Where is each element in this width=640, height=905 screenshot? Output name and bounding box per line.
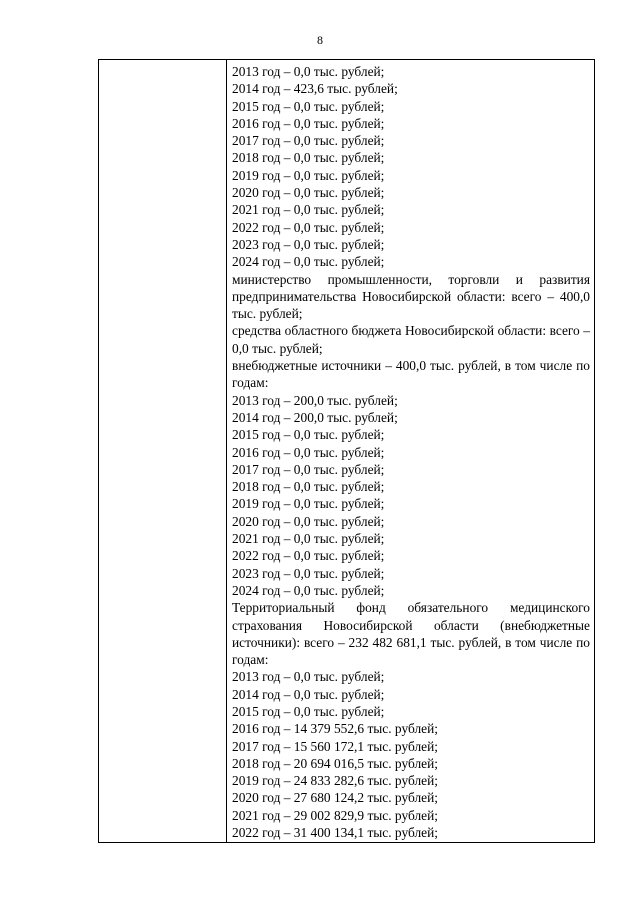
ministry-paragraph: министерство промышленности, торговли и развития предпринимательства Новосибирской области: всего – 400,0 тыс. рублей; — [232, 271, 590, 322]
year-line: 2014 год – 0,0 тыс. рублей; — [232, 686, 385, 702]
year-line: 2017 год – 15 560 172,1 тыс. рублей; — [232, 738, 438, 754]
year-line: 2015 год – 0,0 тыс. рублей; — [232, 427, 385, 443]
year-line: 2013 год – 0,0 тыс. рублей; — [232, 669, 385, 685]
year-line: 2020 год – 27 680 124,2 тыс. рублей; — [232, 790, 438, 806]
year-line: 2020 год – 0,0 тыс. рублей; — [232, 185, 385, 201]
year-line: 2021 год – 29 002 829,9 тыс. рублей; — [232, 807, 438, 823]
regional-budget-paragraph: средства областного бюджета Новосибирской области: всего – 0,0 тыс. рублей; — [232, 323, 590, 356]
year-line: 2022 год – 0,0 тыс. рублей; — [232, 548, 385, 564]
page-number: 8 — [317, 33, 323, 47]
table-left-column — [99, 60, 227, 842]
year-line: 2015 год – 0,0 тыс. рублей; — [232, 98, 385, 114]
year-line: 2018 год – 20 694 016,5 тыс. рублей; — [232, 755, 438, 771]
year-line: 2022 год – 31 400 134,1 тыс. рублей; — [232, 825, 438, 841]
funding-years-list-1 — [232, 63, 590, 271]
year-line: 2018 год – 0,0 тыс. рублей; — [232, 150, 385, 166]
year-line: 2021 год – 0,0 тыс. рублей; — [232, 531, 385, 547]
year-line: 2021 год – 0,0 тыс. рублей; — [232, 202, 385, 218]
funding-years-list-2 — [232, 392, 590, 600]
year-line: 2023 год – 0,0 тыс. рублей; — [232, 565, 385, 581]
year-line: 2016 год – 0,0 тыс. рублей; — [232, 115, 385, 131]
year-line: 2019 год – 0,0 тыс. рублей; — [232, 167, 385, 183]
year-line: 2013 год – 200,0 тыс. рублей; — [232, 392, 398, 408]
fund-paragraph: Территориальный фонд обязательного медицинского страхования Новосибирской области (внебюджетные источники): всего – 232 482 681,1 тыс. рублей, в том числе по годам: — [232, 600, 590, 668]
year-line: 2015 год – 0,0 тыс. рублей; — [232, 703, 385, 719]
table-right-column — [227, 60, 594, 842]
year-line: 2022 год – 0,0 тыс. рублей; — [232, 219, 385, 235]
year-line: 2023 год – 0,0 тыс. рублей; — [232, 236, 385, 252]
year-line: 2019 год – 24 833 282,6 тыс. рублей; — [232, 773, 438, 789]
year-line: 2014 год – 423,6 тыс. рублей; — [232, 81, 398, 97]
year-line: 2024 год – 0,0 тыс. рублей; — [232, 582, 385, 598]
year-line: 2017 год – 0,0 тыс. рублей; — [232, 461, 385, 477]
extrabudgetary-paragraph: внебюджетные источники – 400,0 тыс. рублей, в том числе по годам: — [232, 358, 590, 391]
year-line: 2024 год – 0,0 тыс. рублей; — [232, 254, 385, 270]
year-line: 2014 год – 200,0 тыс. рублей; — [232, 409, 398, 425]
year-line: 2020 год – 0,0 тыс. рублей; — [232, 513, 385, 529]
year-line: 2016 год – 0,0 тыс. рублей; — [232, 444, 385, 460]
year-line: 2013 год – 0,0 тыс. рублей; — [232, 64, 385, 79]
document-table — [98, 59, 595, 843]
year-line: 2016 год – 14 379 552,6 тыс. рублей; — [232, 721, 438, 737]
funding-years-list-3 — [232, 668, 590, 841]
year-line: 2019 год – 0,0 тыс. рублей; — [232, 496, 385, 512]
year-line: 2018 год – 0,0 тыс. рублей; — [232, 479, 385, 495]
year-line: 2017 год – 0,0 тыс. рублей; — [232, 133, 385, 149]
